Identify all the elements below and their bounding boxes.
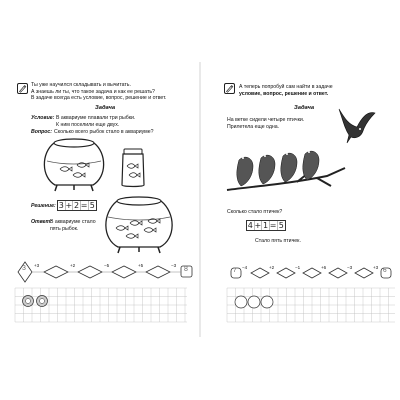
page-fold	[199, 62, 201, 337]
left-practice-grid	[15, 288, 187, 322]
right-chain-op: −4	[242, 265, 248, 270]
left-chain-op: +3	[34, 263, 40, 268]
question-label: Вопрос:	[31, 129, 53, 135]
aquarium-five-fish-illustration	[104, 195, 174, 255]
left-number-chain	[0, 260, 195, 284]
left-page	[0, 62, 195, 337]
flying-bird-illustration	[335, 107, 377, 147]
solution-cell: 2	[73, 201, 80, 210]
left-chain-op: −5	[104, 263, 110, 268]
left-chain-start: 3	[22, 265, 26, 272]
right-chain-start: 7	[233, 267, 237, 274]
right-answer-text: Стало пять птичек.	[255, 238, 301, 244]
left-chain-op: +2	[70, 263, 76, 268]
solution-cell: 5	[89, 201, 95, 210]
solution-cell: +	[254, 221, 262, 230]
solution-cell: 3	[58, 201, 64, 210]
aquarium-three-fish-illustration	[43, 137, 105, 193]
intro-line-2: А знаешь ли ты, что такое задача и как ее решать?	[31, 88, 155, 95]
answer-line-2: пять рыбок.	[50, 225, 79, 232]
solution-cell: =	[80, 201, 88, 210]
jar-two-fish-illustration	[120, 148, 146, 188]
right-solution-answer-box	[246, 220, 286, 231]
right-intro-line-1: А теперь попробуй сам найти в задаче	[239, 84, 333, 90]
pencil-hand-icon	[17, 83, 28, 94]
right-practice-grid	[227, 288, 395, 322]
condition-line-1: В аквариуме плавали три рыбки.	[56, 115, 136, 121]
right-chain-op: +3	[373, 265, 379, 270]
question-text: Сколько всего рыбок стало в аквариуме?	[54, 129, 154, 135]
right-question-text: Сколько стало птичек?	[227, 209, 283, 215]
solution-cell: 5	[278, 221, 284, 230]
answer-label: Ответ:	[31, 219, 52, 225]
solution-answer-box	[57, 200, 97, 211]
solution-cell: 4	[247, 221, 253, 230]
solution-cell: +	[65, 201, 73, 210]
pencil-hand-icon	[224, 83, 235, 94]
right-chain-op: −1	[295, 265, 301, 270]
intro-line-1: Ты уже научился складывать и вычитать.	[31, 82, 131, 88]
right-condition-line-2: Прилетела еще одна.	[227, 123, 280, 130]
right-chain-op: +2	[269, 265, 275, 270]
left-chain-op: +5	[138, 263, 144, 268]
right-condition-line-1: На ветке сидели четыре птички.	[227, 117, 305, 123]
right-chain-op: −3	[347, 265, 353, 270]
right-chain-op: +6	[321, 265, 327, 270]
left-chain-op: −3	[171, 263, 177, 268]
left-chain-end: 8	[184, 266, 188, 273]
intro-line-3: В задаче всегда есть условие, вопрос, решение и ответ.	[31, 95, 167, 101]
right-task-title: Задача	[294, 105, 315, 111]
task-title: Задача	[95, 105, 116, 111]
answer-line-1: В аквариуме стало	[50, 219, 96, 225]
solution-cell: 1	[262, 221, 269, 230]
condition-line-2: К ним поселили еще двух.	[56, 121, 120, 128]
right-chain-end: 6	[383, 267, 387, 274]
solution-cell: =	[269, 221, 277, 230]
right-intro-line-2: условие, вопрос, решение и ответ.	[239, 90, 329, 97]
birds-on-branch-illustration	[227, 146, 347, 202]
right-page	[205, 62, 400, 337]
condition-label: Условие:	[31, 115, 55, 121]
solution-label: Решение:	[31, 203, 56, 209]
